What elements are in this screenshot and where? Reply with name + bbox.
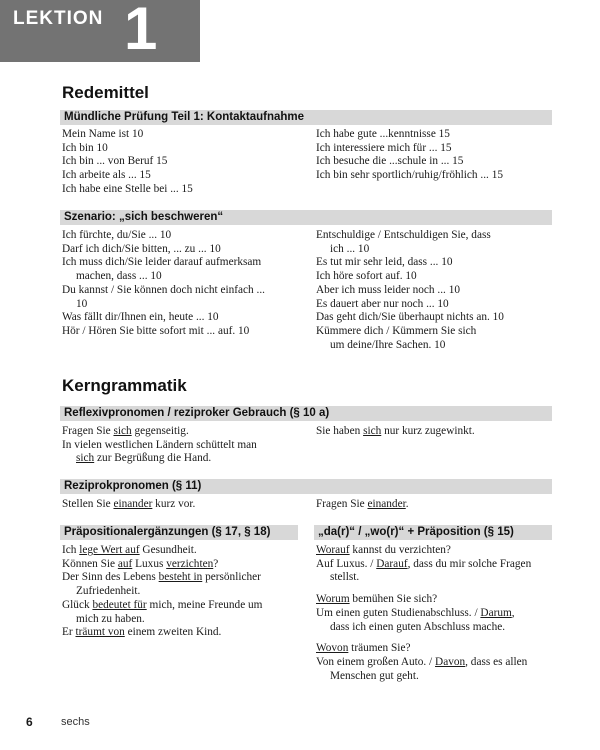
phrase: Du kannst / Sie können doch nicht einfach ... (62, 283, 265, 296)
phrase: Es tut mir sehr leid, dass ... 10 (316, 256, 453, 269)
phrase: Ich höre sofort auf. 10 (316, 270, 417, 283)
highlight: bedeutet für (92, 598, 147, 611)
text: , dass es allen (465, 655, 528, 668)
phrase: Ich muss dich/Sie leider darauf aufmerksam (62, 256, 262, 269)
text: mich, meine Freunde um (146, 598, 263, 611)
highlight: einander (113, 498, 153, 510)
subheading-reflexivpronomen: Reflexivpronomen / reziproker Gebrauch (§ 10 a) (60, 406, 552, 421)
phrase: Hör / Hören Sie bitte sofort mit ... auf. 10 (62, 324, 250, 337)
highlight: auf (117, 557, 133, 570)
highlight: Wovon (316, 642, 349, 655)
example-sentence (62, 498, 312, 512)
phrase: Ich arbeite als ... 15 (62, 169, 151, 182)
phrase: Ich bin sehr sportlich/ruhig/fröhlich ... 15 (316, 169, 503, 182)
text: Sie haben (316, 425, 364, 437)
text: gegenseitig. (131, 425, 189, 437)
highlight: einander (367, 498, 406, 510)
example-sentence (62, 544, 312, 558)
phrase: Ich habe eine Stelle bei ... 15 (62, 182, 193, 195)
phrase: Ich bin ... von Beruf 15 (62, 155, 168, 168)
phrase: Was fällt dir/Ihnen ein, heute ... 10 (62, 311, 219, 324)
text: kannst du verzichten? (349, 544, 451, 556)
phrase: Aber ich muss leider noch ... 10 (316, 283, 461, 296)
text: Stellen Sie (62, 498, 114, 510)
spacer (316, 585, 556, 593)
text: träumen Sie? (348, 642, 411, 655)
answer (316, 607, 556, 621)
answer (316, 656, 556, 670)
highlight: sich (76, 452, 95, 465)
lektion-label: LEKTION (13, 8, 104, 29)
page-number-word: sechs (61, 716, 90, 728)
example-sentence (62, 599, 312, 613)
text: Um einen guten Studienabschluss. / (316, 606, 481, 619)
highlight: Darauf (376, 557, 408, 570)
example-sentence (62, 571, 312, 585)
subheading-reziprokpronomen: Reziprokpronomen (§ 11) (60, 479, 552, 494)
highlight: sich (363, 425, 382, 437)
answer-continuation: Menschen gut geht. (330, 669, 419, 682)
text: Er (62, 626, 76, 639)
example-continuation: mich zu haben. (76, 612, 145, 625)
text: Fragen Sie (316, 498, 368, 510)
highlight: Worauf (316, 544, 350, 556)
answer (316, 558, 556, 572)
reflexiv-left-examples (62, 425, 312, 466)
question (316, 593, 556, 607)
highlight: Davon (435, 655, 466, 668)
example-continuation: Zufriedenheit. (76, 585, 141, 598)
answer-continuation: stellst. (330, 571, 360, 584)
phrase: Kümmere dich / Kümmern Sie sich (316, 324, 477, 337)
text: zur Begrüßung die Hand. (94, 452, 212, 465)
text: Ich (62, 544, 80, 556)
text: Gesundheit. (139, 544, 197, 556)
text: einem zweiten Kind. (124, 626, 222, 639)
text: kurz vor. (152, 498, 196, 510)
text: Fragen Sie (62, 425, 114, 437)
text: Der Sinn des Lebens (62, 571, 159, 584)
question (316, 544, 556, 558)
highlight: träumt von (75, 626, 125, 639)
text: . (405, 498, 409, 510)
reflexiv-right-examples (316, 425, 556, 439)
text: , dass du mir solche Fragen (407, 557, 532, 570)
example-sentence: In vielen westlichen Ländern schüttelt man (62, 438, 257, 451)
text: Auf Luxus. / (316, 557, 377, 570)
example-sentence (62, 558, 312, 572)
question (316, 642, 556, 656)
phrase-continuation: machen, dass ... 10 (76, 270, 162, 283)
subheading-da-wo-praeposition: „da(r)“ / „wo(r)“ + Präposition (§ 15) (314, 525, 552, 540)
phrase: Ich bin 10 (62, 141, 108, 154)
text: Von einem großen Auto. / (316, 655, 436, 668)
text: bemühen Sie sich? (349, 593, 438, 606)
subheading-kontaktaufnahme: Mündliche Prüfung Teil 1: Kontaktaufnahme (60, 110, 552, 125)
subheading-praepositionalergaenzungen: Präpositionalergänzungen (§ 17, § 18) (60, 525, 298, 540)
reziprok-right-examples (316, 498, 556, 512)
highlight: besteht in (158, 571, 203, 584)
phrase-continuation: um deine/Ihre Sachen. 10 (330, 338, 446, 351)
example-sentence (316, 425, 556, 439)
szenario-right-list (316, 229, 556, 352)
highlight: lege Wert auf (79, 544, 140, 556)
section-title-kerngrammatik: Kerngrammatik (62, 376, 187, 395)
text: persönlicher (202, 571, 261, 584)
highlight: Worum (316, 593, 350, 606)
text: Luxus (132, 557, 167, 570)
phrase: Ich fürchte, du/Sie ... 10 (62, 229, 172, 241)
example-sentence (62, 626, 312, 640)
kontakt-left-list (62, 128, 312, 197)
spacer (316, 634, 556, 642)
subheading-szenario: Szenario: „sich beschweren“ (60, 210, 552, 225)
phrase: Ich habe gute ...kenntnisse 15 (316, 128, 450, 140)
text: Können Sie (62, 557, 118, 570)
highlight: Darum (480, 606, 512, 619)
kontakt-right-list (316, 128, 556, 183)
praep-examples (62, 544, 312, 640)
text: Glück (62, 598, 93, 611)
phrase: Mein Name ist 10 (62, 128, 144, 140)
text: ? (213, 557, 219, 570)
section-title-redemittel: Redemittel (62, 83, 149, 102)
highlight: verzichten (166, 557, 214, 570)
reziprok-left-examples (62, 498, 312, 512)
phrase: Entschuldige / Entschuldigen Sie, dass (316, 229, 491, 241)
phrase: Ich interessiere mich für ... 15 (316, 141, 452, 154)
page-number: 6 (26, 715, 33, 729)
example-sentence (316, 498, 556, 512)
phrase-continuation: ich ... 10 (330, 242, 370, 255)
phrase: Ich besuche die ...schule in ... 15 (316, 155, 464, 168)
example-sentence (62, 425, 312, 439)
szenario-left-list (62, 229, 312, 339)
dawo-examples (316, 544, 556, 683)
phrase: Es dauert aber nur noch ... 10 (316, 297, 449, 310)
highlight: sich (113, 425, 132, 437)
text: nur kurz zugewinkt. (381, 425, 475, 437)
phrase-continuation: 10 (76, 297, 88, 310)
text: , (511, 606, 515, 619)
example-continuation (62, 452, 312, 466)
phrase: Darf ich dich/Sie bitten, ... zu ... 10 (62, 242, 221, 255)
lektion-number: 1 (124, 0, 158, 62)
lektion-header (0, 0, 200, 62)
phrase: Das geht dich/Sie überhaupt nichts an. 10 (316, 311, 504, 324)
answer-continuation: dass ich einen guten Abschluss mache. (330, 620, 506, 633)
